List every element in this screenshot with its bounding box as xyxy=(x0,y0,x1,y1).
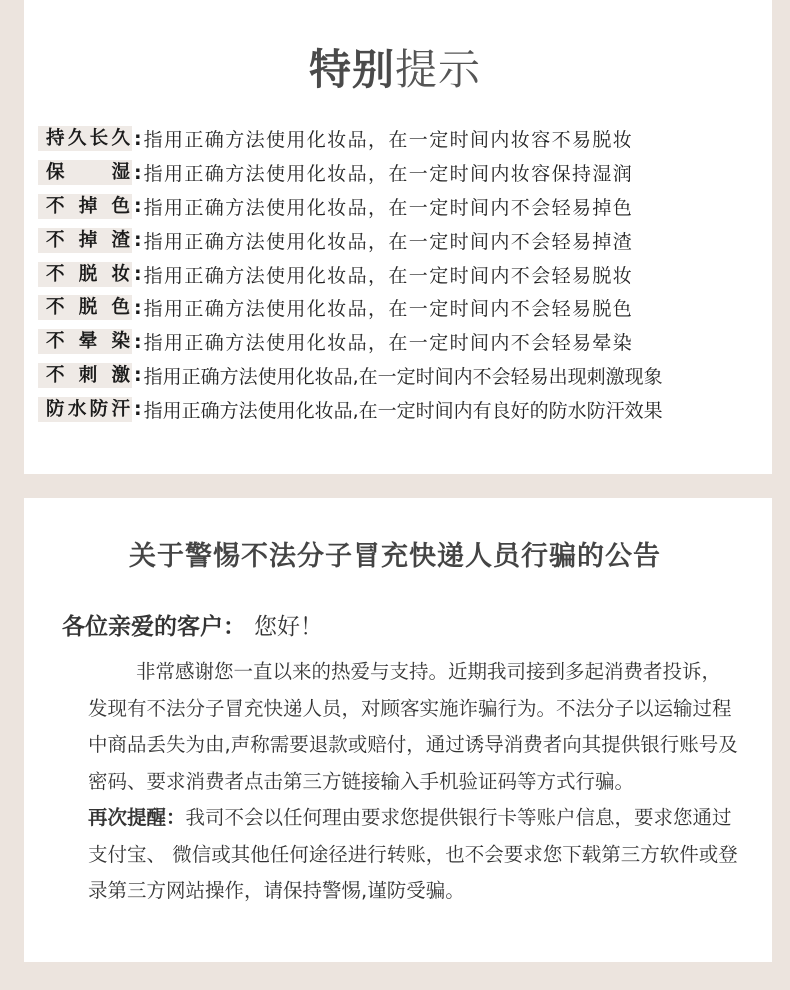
reminder-label: 再次提醒： xyxy=(88,806,186,829)
tip-row-no-flaking: 不掉渣 : 指用正确方法使用化妆品，在一定时间内不会轻易掉渣 xyxy=(38,223,738,257)
announcement-body xyxy=(88,654,738,910)
tip-row-non-irritating: 不刺激 : 指用正确方法使用化妆品,在一定时间内不会轻易出现刺激现象 xyxy=(38,359,738,393)
reminder-paragraph xyxy=(88,800,738,910)
tip-label: 不掉色 xyxy=(38,194,132,219)
tip-row-no-fading: 不掉色 : 指用正确方法使用化妆品，在一定时间内不会轻易掉色 xyxy=(38,190,738,224)
tip-text: 指用正确方法使用化妆品，在一定时间内不会轻易掉色 xyxy=(143,196,634,219)
tip-label: 不刺激 xyxy=(38,363,132,388)
reminder-text: 我司不会以任何理由要求您提供银行卡等账户信息，要求您通过支付宝、 微信或其他任何途径进行转账，也不会要求您下载第三方软件或登录第三方网站操作，请保持警惕,谨防受骗。 xyxy=(88,806,738,902)
tip-text: 指用正确方法使用化妆品，在一定时间内不会轻易脱妆 xyxy=(143,264,634,287)
tip-text: 指用正确方法使用化妆品,在一定时间内不会轻易出现刺激现象 xyxy=(143,365,663,388)
tip-label: 防水防汗 xyxy=(38,397,132,422)
tip-text: 指用正确方法使用化妆品，在一定时间内不会轻易晕染 xyxy=(143,332,634,355)
tip-label: 不掉渣 xyxy=(38,228,132,253)
tip-label: 不脱色 xyxy=(38,295,132,320)
announcement-paragraph: 非常感谢您一直以来的热爱与支持。近期我司接到多起消费者投诉，发现有不法分子冒充快递人员，对顾客实施诈骗行为。不法分子以运输过程中商品丢失为由,声称需要退款或赔付，通过诱导消费者向其提供银行账号及密码、要求消费者点击第三方链接输入手机验证码等方式行骗。 xyxy=(88,660,738,793)
tip-text: 指用正确方法使用化妆品，在一定时间内不会轻易掉渣 xyxy=(143,230,634,253)
tip-row-long-lasting: 持久长久 : 指用正确方法使用化妆品，在一定时间内妆容不易脱妆 xyxy=(38,122,738,156)
tip-label: 不脱妆 xyxy=(38,262,132,287)
tip-row-no-color-loss: 不脱色 : 指用正确方法使用化妆品，在一定时间内不会轻易脱色 xyxy=(38,291,738,325)
tip-row-no-smudge: 不脱妆 : 指用正确方法使用化妆品，在一定时间内不会轻易脱妆 xyxy=(38,257,738,291)
tip-label: 不晕染 xyxy=(38,329,132,354)
tip-text: 指用正确方法使用化妆品，在一定时间内妆容保持湿润 xyxy=(143,163,634,186)
special-notice-title-light: 提示 xyxy=(395,45,482,94)
tip-row-moisturizing: 保湿 : 指用正确方法使用化妆品，在一定时间内妆容保持湿润 xyxy=(38,156,738,190)
greeting xyxy=(62,608,323,641)
tip-label: 持久长久 xyxy=(38,126,132,151)
tip-row-no-bleeding: 不晕染 : 指用正确方法使用化妆品，在一定时间内不会轻易晕染 xyxy=(38,325,738,359)
tip-row-waterproof: 防水防汗 : 指用正确方法使用化妆品,在一定时间内有良好的防水防汗效果 xyxy=(38,392,738,426)
tip-label: 保湿 xyxy=(38,160,132,185)
tips-list xyxy=(38,122,738,426)
special-notice-title xyxy=(0,44,790,96)
tip-text: 指用正确方法使用化妆品，在一定时间内不会轻易脱色 xyxy=(143,298,634,321)
greeting-salutation: 各位亲爱的客户： xyxy=(62,614,246,640)
announcement-title: 关于警惕不法分子冒充快递人员行骗的公告 xyxy=(129,541,661,572)
tip-text: 指用正确方法使用化妆品，在一定时间内妆容不易脱妆 xyxy=(143,129,634,152)
greeting-hello: 您好！ xyxy=(254,614,323,640)
special-notice-title-bold: 特别 xyxy=(308,45,395,94)
tip-text: 指用正确方法使用化妆品,在一定时间内有良好的防水防汗效果 xyxy=(143,399,663,422)
